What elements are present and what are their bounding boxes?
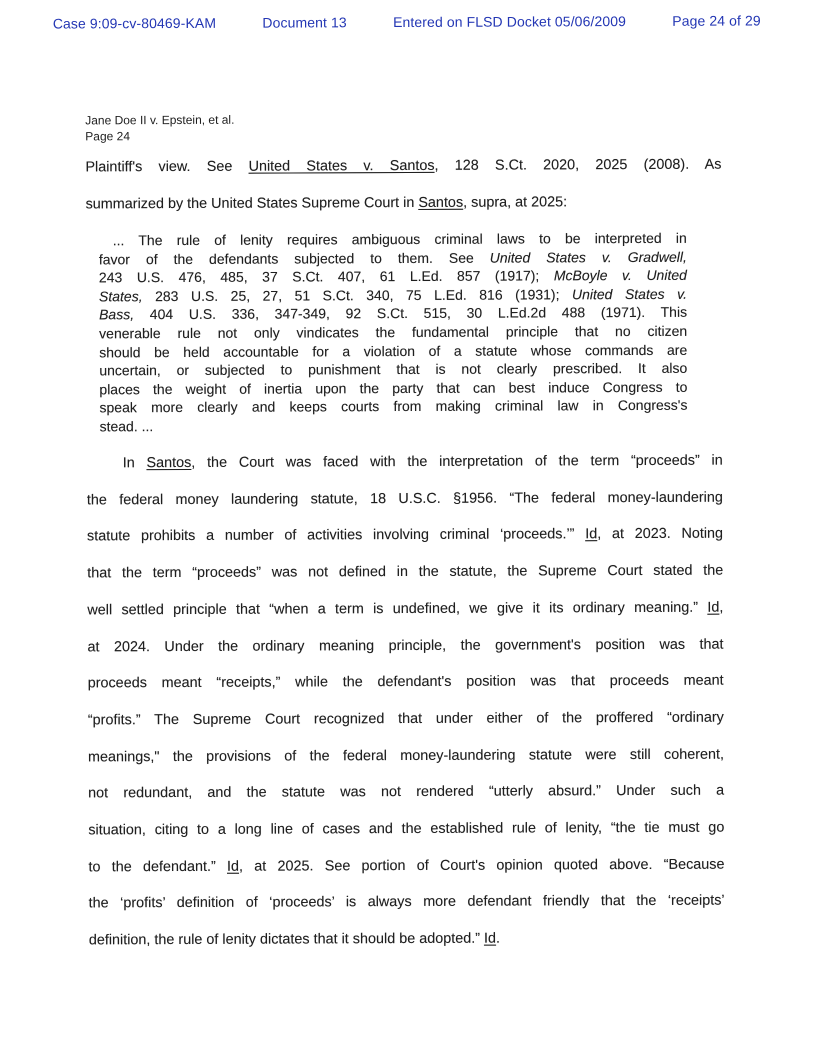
text-run: places the weight of inertia upon the party that can best induce Congress to <box>99 378 688 398</box>
text-line <box>99 340 687 361</box>
italic-case-name: McBoyle v. United <box>553 266 687 284</box>
italic-case-name: United States v. Gradwell, <box>489 248 687 266</box>
text-line <box>89 920 725 959</box>
text-run: summarized by the United States Supreme Court in <box>85 194 419 213</box>
docket-entry-date: Entered on FLSD Docket 05/06/2009 <box>393 13 627 31</box>
text-run: at 2024. Under the ordinary meaning principle, the government's position was that <box>87 636 724 655</box>
pacer-docket-header <box>53 12 761 31</box>
text-line <box>99 303 687 324</box>
text-run: 283 U.S. 25, 27, 51 S.Ct. 340, 75 L.Ed. 816 (1931); <box>142 286 573 304</box>
text-line <box>99 396 687 417</box>
text-run: the federal money laundering statute, 18 U.S.C. §1956. “The federal money-laundering <box>86 489 723 509</box>
text-line <box>87 553 723 592</box>
text-line <box>87 443 723 482</box>
text-run: , 128 S.Ct. 2020, 2025 (2008). As <box>434 156 722 174</box>
text-run: favor of the defendants subjected to them. See <box>98 249 490 267</box>
text-line <box>89 883 725 922</box>
underlined-citation: Id <box>483 930 497 947</box>
text-run: not redundant, and the statute was not rendered “utterly absurd.” Under such a <box>88 782 725 802</box>
underlined-citation: Id <box>707 599 720 616</box>
page-indicator: Page 24 of 29 <box>672 12 761 29</box>
text-line <box>88 846 724 885</box>
text-run: ... The rule of lenity requires ambiguous criminal laws to be interpreted in <box>112 229 687 249</box>
document-number: Document 13 <box>262 14 347 31</box>
text-line <box>87 626 723 665</box>
caption-page-number: Page 24 <box>85 128 131 143</box>
underlined-citation: Id <box>226 858 240 875</box>
text-run: , supra, at 2025: <box>463 194 568 211</box>
text-line <box>88 810 724 849</box>
underlined-citation: Santos <box>146 454 192 472</box>
text-run: definition, the rule of lenity dictates that it should be adopted.” <box>88 930 485 949</box>
case-caption <box>85 113 234 145</box>
text-line <box>99 266 687 287</box>
underlined-citation: Santos <box>418 194 464 211</box>
paragraph-plaintiffs-view <box>85 147 721 224</box>
text-run: . <box>495 930 501 947</box>
text-line <box>99 322 687 343</box>
text-line <box>87 479 723 518</box>
italic-case-name: United States v. <box>571 285 688 303</box>
italic-case-name: States, <box>98 287 143 305</box>
text-run: “profits.” The Supreme Court recognized that under either of the proffered “ordinary <box>87 709 724 729</box>
text-run: 243 U.S. 476, 485, 37 S.Ct. 407, 61 L.Ed. 857 (1917); <box>98 267 554 286</box>
text-line <box>99 378 687 399</box>
text-run: 404 U.S. 336, 347-349, 92 S.Ct. 515, 30 L.Ed.2d 488 (1971). This <box>134 304 688 323</box>
text-line <box>87 589 723 628</box>
case-title: Jane Doe II v. Epstein, et al. <box>85 112 235 128</box>
text-line <box>88 736 724 775</box>
text-run: meanings," the provisions of the federal money-laundering statute were still coherent, <box>87 746 725 766</box>
text-run: , at 2025. See portion of Court's opinion quoted above. “Because <box>238 856 725 875</box>
italic-case-name: Bass, <box>99 306 135 323</box>
underlined-citation: United States v. Santos <box>248 157 435 175</box>
text-run: to the defendant.” <box>88 858 228 876</box>
text-run: , the Court was faced with the interpretation of the term “proceeds” in <box>191 452 723 471</box>
text-run: well settled principle that “when a term is undefined, we give it its ordinary meaning.” <box>87 599 708 619</box>
text-run: should be held accountable for a violation of a statute whose commands are <box>99 341 688 360</box>
text-line <box>85 147 721 187</box>
text-run: statute prohibits a number of activities involving criminal ‘proceeds.’” <box>87 526 586 545</box>
case-number: Case 9:09-cv-80469-KAM <box>52 14 217 32</box>
text-line <box>88 700 724 739</box>
text-run: the ‘profits’ definition of ‘proceeds’ is always more defendant friendly that the ‘receipts’ <box>88 893 725 912</box>
text-run: Plaintiff's view. See <box>85 158 249 176</box>
text-line <box>87 516 723 555</box>
text-run: situation, citing to a long line of cases and the established rule of lenity, “the tie must go <box>88 819 725 839</box>
text-run: speak more clearly and keeps courts from making criminal law in Congress's <box>99 397 688 416</box>
text-line <box>100 415 688 436</box>
text-run: , <box>719 599 724 616</box>
text-line <box>99 229 687 250</box>
text-run: stead. ... <box>99 418 154 435</box>
text-run: venerable rule not only vindicates the fundamental principle that no citizen <box>99 322 688 342</box>
text-line <box>99 359 687 380</box>
text-run: In <box>122 455 147 472</box>
paragraph-santos-discussion <box>87 443 725 960</box>
text-line <box>88 663 724 702</box>
text-line <box>88 773 724 812</box>
text-run: , at 2023. Noting <box>597 526 724 543</box>
text-run: that the term “proceeds” was not defined in the statute, the Supreme Court stated the <box>87 562 724 582</box>
text-run: proceeds meant “receipts,” while the defendant's position was that proceeds meant <box>87 672 724 692</box>
text-run: uncertain, or subjected to punishment that is not clearly prescribed. It also <box>99 359 688 379</box>
block-quote-rule-of-lenity <box>99 229 688 436</box>
underlined-citation: Id <box>585 526 598 543</box>
text-line <box>86 184 722 224</box>
